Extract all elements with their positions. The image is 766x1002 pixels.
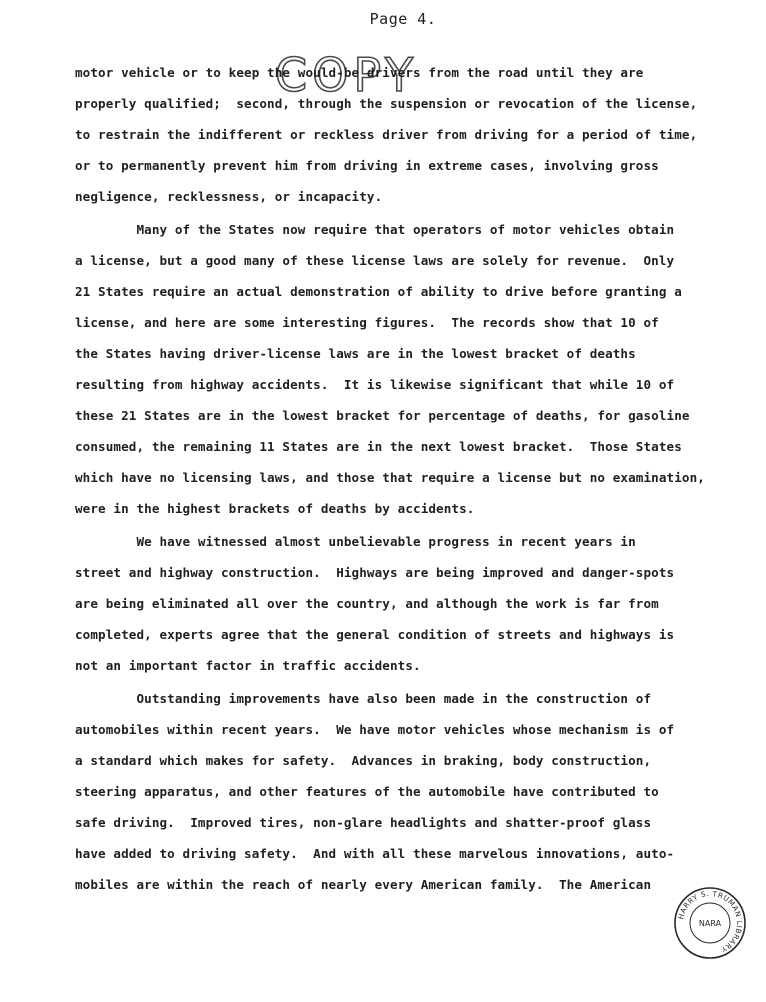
text-line: We have witnessed almost unbelievable progress in recent years in xyxy=(75,534,636,549)
text-line: license, and here are some interesting figures. The records show that 10 of xyxy=(75,315,659,330)
text-line: the States having driver-license laws are in the lowest bracket of deaths xyxy=(75,346,636,361)
text-line: which have no licensing laws, and those that require a license but no examination, xyxy=(75,470,705,485)
text-line: safe driving. Improved tires, non-glare headlights and shatter-proof glass xyxy=(75,815,652,830)
page-number: Page 4. xyxy=(369,10,437,28)
copy-stamp: COPY xyxy=(275,48,419,102)
text-line: completed, experts agree that the general condition of streets and highways is xyxy=(75,627,675,642)
text-line: resulting from highway accidents. It is likewise significant that while 10 of xyxy=(75,377,675,392)
text-line: Outstanding improvements have also been made in the construction of xyxy=(75,691,652,706)
text-line: were in the highest brackets of deaths by accidents. xyxy=(75,501,475,516)
text-line: 21 States require an actual demonstration of ability to drive before granting a xyxy=(75,284,682,299)
text-line: a license, but a good many of these license laws are solely for revenue. Only xyxy=(75,253,675,268)
text-line: automobiles within recent years. We have motor vehicles whose mechanism is of xyxy=(75,722,675,737)
truman-library-seal xyxy=(672,885,748,961)
body-text xyxy=(75,57,715,900)
text-line: consumed, the remaining 11 States are in the next lowest bracket. Those States xyxy=(75,439,682,454)
text-line: to restrain the indifferent or reckless driver from driving for a period of time, xyxy=(75,127,698,142)
text-line: steering apparatus, and other features of the automobile have contributed to xyxy=(75,784,659,799)
text-line: negligence, recklessness, or incapacity. xyxy=(75,189,383,204)
seal-center-text: NARA xyxy=(698,919,722,928)
text-line: mobiles are within the reach of nearly every American family. The American xyxy=(75,877,652,892)
text-line: Many of the States now require that operators of motor vehicles obtain xyxy=(75,222,675,237)
text-line: street and highway construction. Highways are being improved and danger-spots xyxy=(75,565,675,580)
seal-ring-text: HARRY S. TRUMAN LIBRARY xyxy=(676,888,745,955)
text-line: motor vehicle or to keep the would-be drivers from the road until they are xyxy=(75,65,644,80)
text-line: are being eliminated all over the country, and although the work is far from xyxy=(75,596,659,611)
text-line: or to permanently prevent him from driving in extreme cases, involving gross xyxy=(75,158,659,173)
text-line: not an important factor in traffic accidents. xyxy=(75,658,421,673)
text-line: properly qualified; second, through the suspension or revocation of the license, xyxy=(75,96,698,111)
text-line: these 21 States are in the lowest bracket for percentage of deaths, for gasoline xyxy=(75,408,690,423)
text-line: have added to driving safety. And with all these marvelous innovations, auto- xyxy=(75,846,675,861)
text-lines xyxy=(75,57,715,900)
text-line: a standard which makes for safety. Advances in braking, body construction, xyxy=(75,753,652,768)
